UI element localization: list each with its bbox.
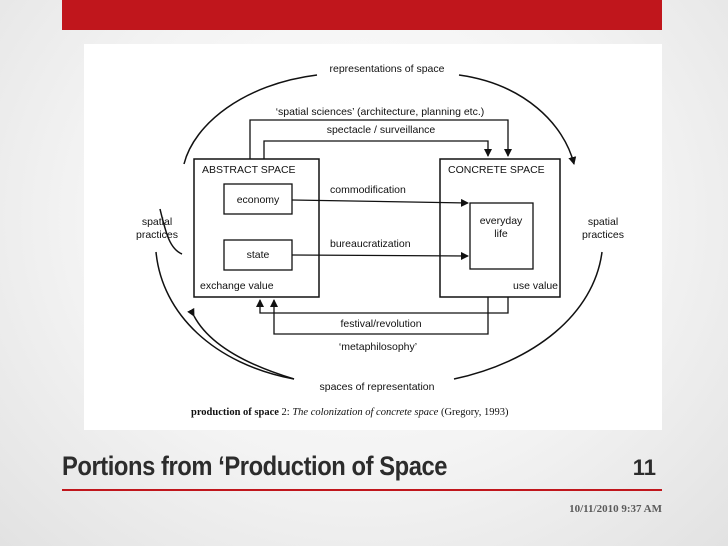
- right-practices-line-2: practices: [581, 229, 625, 241]
- diagram-figure: [84, 44, 662, 430]
- spectacle-surveillance-label: spectacle / surveillance: [326, 124, 436, 136]
- top-accent-bar: [62, 0, 662, 30]
- use-value-label: use value: [513, 280, 558, 292]
- slide-timestamp: 10/11/2010 9:37 AM: [569, 503, 662, 515]
- left-practices-line-2: practices: [135, 229, 179, 241]
- metaphilosophy-label: ‘metaphilosophy’: [338, 341, 418, 353]
- caption-bold: production of space: [191, 407, 279, 418]
- production-of-space-diagram: [84, 44, 662, 430]
- representations-of-space-label: representations of space: [329, 63, 445, 75]
- spatial-sciences-label: ‘spatial sciences’ (architecture, planning etc.): [275, 106, 485, 118]
- festival-revolution-arrow: [260, 297, 508, 313]
- left-lower-arc: [156, 252, 294, 379]
- life-label: life: [494, 228, 508, 240]
- everyday-label: everyday: [479, 215, 523, 227]
- exchange-value-label: exchange value: [200, 280, 274, 292]
- slide-number: 11: [632, 455, 656, 480]
- right-practices-line-1: spatial: [587, 216, 619, 228]
- abstract-space-title: ABSTRACT SPACE: [202, 164, 296, 176]
- festival-revolution-label: festival/revolution: [340, 318, 422, 330]
- abstract-space-box: [194, 159, 319, 297]
- economy-label: economy: [236, 194, 280, 206]
- spaces-of-representation-label: spaces of representation: [319, 381, 435, 393]
- concrete-space-title: CONCRETE SPACE: [448, 164, 545, 176]
- slide-title: Portions from ‘Production of Space: [62, 451, 448, 481]
- spectacle-surveillance-arrow: [264, 141, 488, 159]
- commodification-label: commodification: [330, 184, 406, 196]
- right-lower-arc: [454, 252, 602, 379]
- caption-tail: (Gregory, 1993): [438, 407, 509, 418]
- state-label: state: [246, 249, 270, 261]
- bureaucratization-label: bureaucratization: [330, 238, 411, 250]
- title-underline: [62, 489, 662, 491]
- bottom-left-arc: [194, 316, 294, 379]
- caption-number: 2:: [278, 407, 293, 418]
- left-practices-line-1: spatial: [141, 216, 173, 228]
- caption-italic: The colonization of concrete space: [292, 407, 439, 418]
- title-row: [62, 447, 662, 487]
- figure-caption: [191, 407, 509, 418]
